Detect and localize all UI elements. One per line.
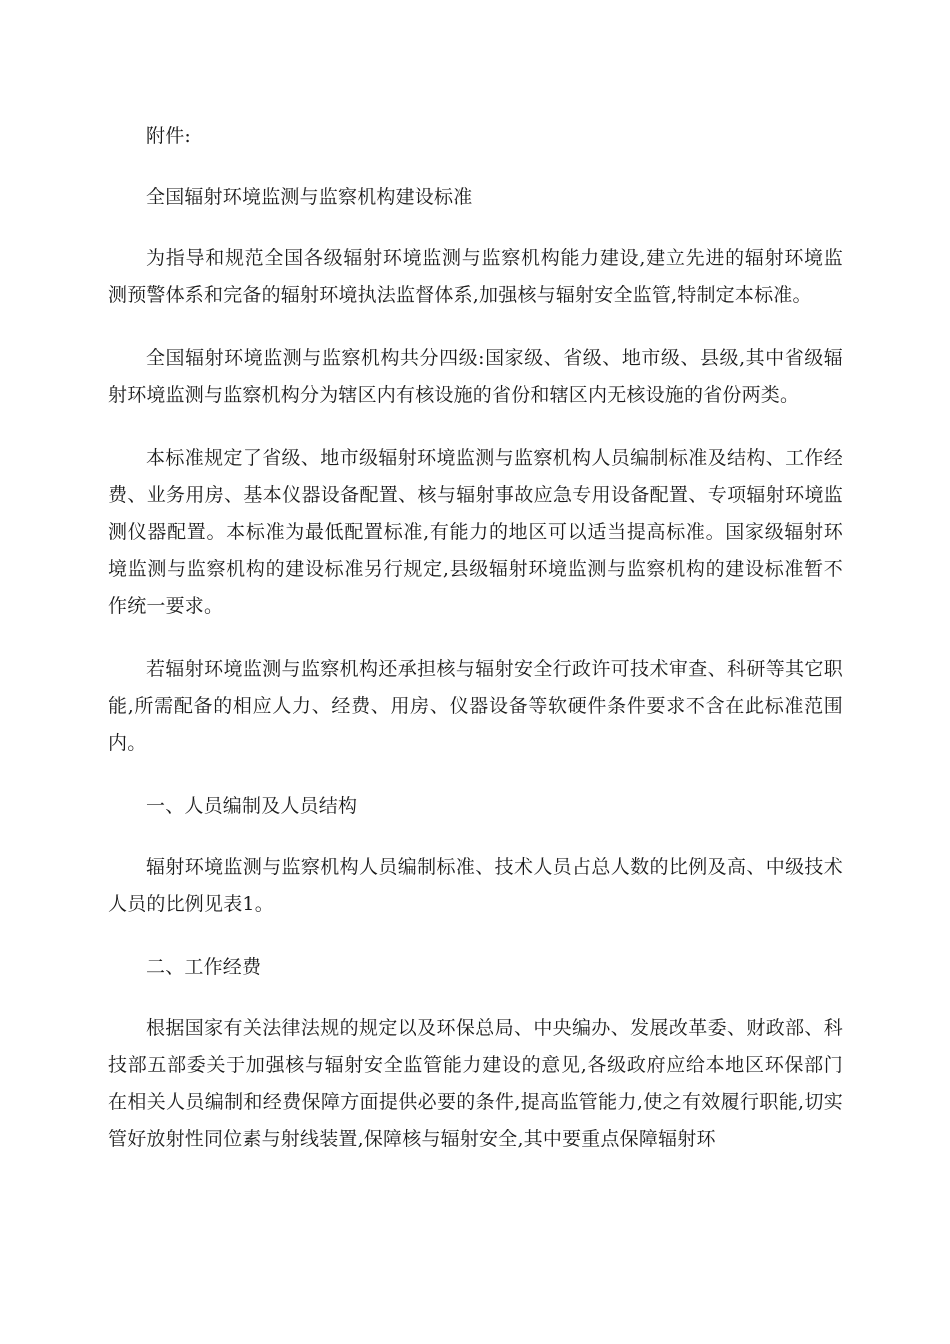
paragraph-scope: 本标准规定了省级、地市级辐射环境监测与监察机构人员编制标准及结构、工作经费、业务用房、基本仪器设备配置、核与辐射事故应急专用设备配置、专项辐射环境监测仪器配置。本标准为最低配置标准,有能力的地区可以适当提高标准。国家级辐射环境监测与监察机构的建设标准另行规定,县级辐射环境监测与监察机构的建设标准暂不作统一要求。 — [108, 447, 843, 617]
paragraph-levels: 全国辐射环境监测与监察机构共分四级:国家级、省级、地市级、县级,其中省级辐射环境监测与监察机构分为辖区内有核设施的省份和辖区内无核设施的省份两类。 — [108, 347, 843, 406]
paragraph-other-functions: 若辐射环境监测与监察机构还承担核与辐射安全行政许可技术审查、科研等其它职能,所需配备的相应人力、经费、用房、仪器设备等软硬件条件要求不含在此标准范围内。 — [108, 658, 843, 754]
section-heading-funding: 二、工作经费 — [146, 956, 262, 978]
paragraph-purpose: 为指导和规范全国各级辐射环境监测与监察机构能力建设,建立先进的辐射环境监测预警体系和完备的辐射环境执法监督体系,加强核与辐射安全监管,特制定本标准。 — [108, 247, 843, 306]
document-page — [108, 118, 843, 1184]
paragraph-funding: 根据国家有关法律法规的规定以及环保总局、中央编办、发展改革委、财政部、科技部五部委关于加强核与辐射安全监管能力建设的意见,各级政府应给本地区环保部门在相关人员编制和经费保障方面提供必要的条件,提高监管能力,使之有效履行职能,切实管好放射性同位素与射线装置,保障核与辐射安全,其中要重点保障辐射环 — [108, 1017, 843, 1150]
section-heading-staffing: 一、人员编制及人员结构 — [146, 795, 358, 817]
document-title: 全国辐射环境监测与监察机构建设标准 — [146, 186, 473, 208]
paragraph-staffing: 辐射环境监测与监察机构人员编制标准、技术人员占总人数的比例及高、中级技术人员的比例见表1。 — [108, 856, 843, 915]
attachment-label: 附件: — [146, 125, 192, 147]
